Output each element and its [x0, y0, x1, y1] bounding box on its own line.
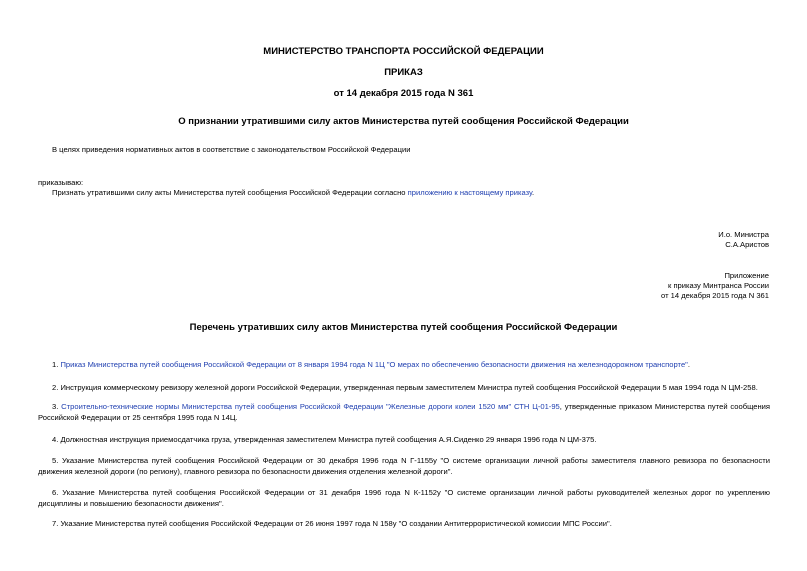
appendix-link[interactable]: приложению к настоящему приказу [407, 188, 533, 197]
document-subject: О признании утратившими силу актов Министерства путей сообщения Российской Федерации [178, 116, 629, 127]
list-item-link[interactable]: Строительно-технические нормы Министерства путей сообщения Российской Федерации "Железные дороги колеи 1520 мм" СТН Ц-01-95 [61, 402, 560, 411]
document-type: ПРИКАЗ [384, 67, 423, 78]
signatory-name: С.А.Аристов [725, 240, 769, 249]
list-title: Перечень утративших силу актов Министерства путей сообщения Российской Федерации [189, 322, 618, 333]
list-item-link[interactable]: Приказ Министерства путей сообщения Российской Федерации от 8 января 1994 года N 1Ц "О мерах по обеспечению безопасности движения на железнодорожном транспорте" [60, 360, 688, 369]
order-word: приказываю: [38, 178, 84, 187]
list-item: 4. Должностная инструкция приемосдатчика груза, утвержденная заместителем Министра путей сообщения А.Я.Сиденко 29 января 1996 года N ЦМ-375. [52, 435, 597, 444]
appendix-label: Приложение [724, 271, 769, 280]
signatory-position: И.о. Министра [718, 230, 769, 239]
appendix-date-ref: от 14 декабря 2015 года N 361 [661, 291, 769, 300]
appendix-order-ref: к приказу Минтранса России [668, 281, 769, 290]
directive-end: . [532, 188, 535, 197]
directive-paragraph [52, 188, 534, 198]
ministry-title: МИНИСТЕРСТВО ТРАНСПОРТА РОССИЙСКОЙ ФЕДЕРАЦИИ [263, 46, 544, 57]
list-item: 5. Указание Министерства путей сообщения Российской Федерации от 30 декабря 1996 года N Г-1155у "О системе организации личной работы заместителя главного ревизора по безопасности движения железной дороги (по региону), главного ревизора по безопасности движения отделения железной дороги". [38, 456, 770, 476]
preamble-text: В целях приведения нормативных актов в соответствие с законодательством Российской Федерации [52, 145, 411, 154]
list-item: 2. Инструкция коммерческому ревизору железной дороги Российской Федерации, утвержденная первым заместителем Министра путей сообщения Российской Федерации 5 мая 1994 года N ЦМ-258. [52, 383, 758, 392]
list-item: 7. Указание Министерства путей сообщения Российской Федерации от 26 июня 1997 года N 158у "О создании Антитеррористической комиссии МПС России". [52, 519, 612, 528]
list-item: 6. Указание Министерства путей сообщения Российской Федерации от 31 декабря 1996 года N К-1152у "О системе организации личной работы руководителей железных дорог по укреплению дисциплины и повышению безопасности движения". [38, 488, 770, 508]
list-item: 3. Строительно-технические нормы Министерства путей сообщения Российской Федерации "Железные дороги колеи 1520 мм" СТН Ц-01-95, утвержденные приказом Министерства путей сообщения Российской Федерации от 25 сентября 1995 года N 14Ц. [38, 402, 771, 422]
list-item: 1. Приказ Министерства путей сообщения Российской Федерации от 8 января 1994 года N 1Ц "О мерах по обеспечению безопасности движения на железнодорожном транспорте". [52, 360, 690, 369]
directive-text: Признать утратившими силу акты Министерства путей сообщения Российской Федерации согласно [52, 188, 408, 197]
document-date-number: от 14 декабря 2015 года N 361 [333, 88, 474, 99]
